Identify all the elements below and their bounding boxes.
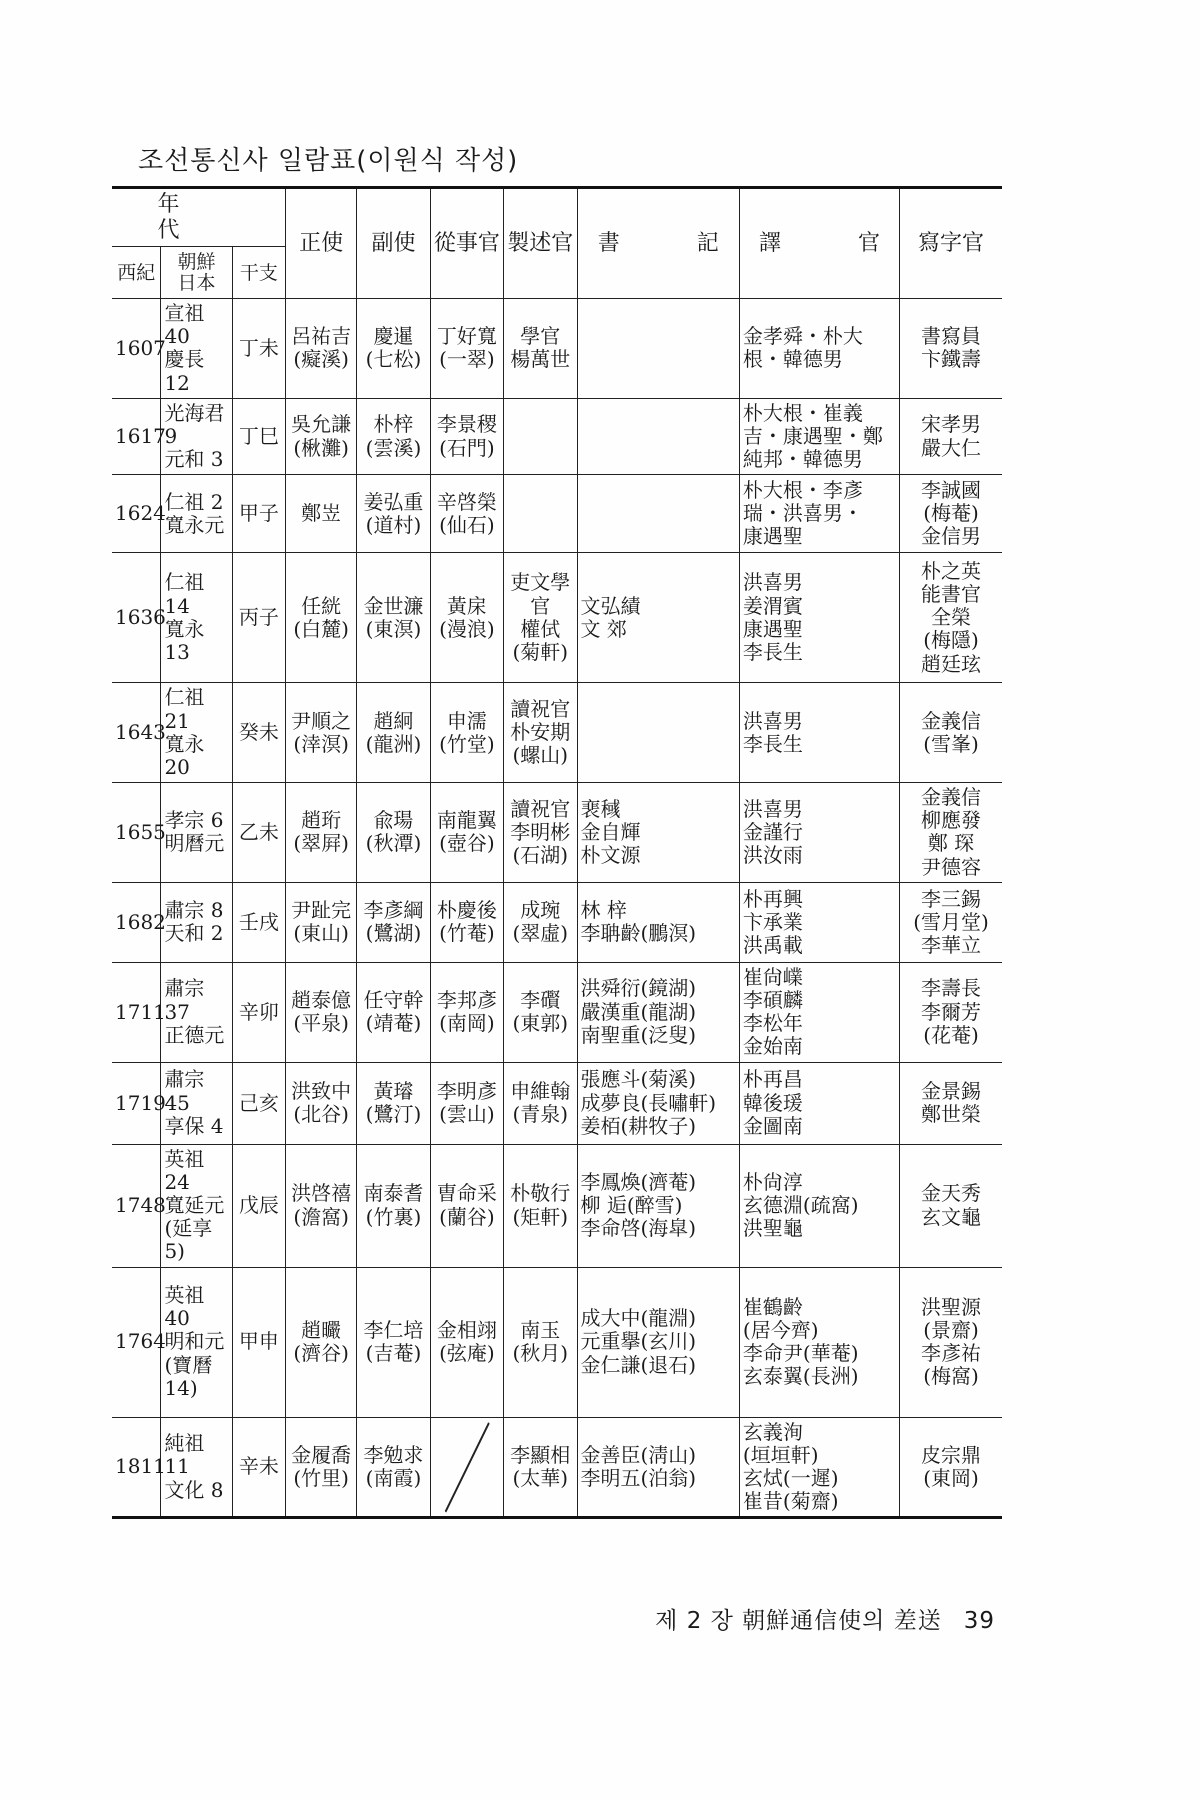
reign-year-cell: 仁祖14 寬永13 <box>161 553 232 683</box>
year-cell: 1617 <box>112 398 161 475</box>
envoy-cell: 任絖 (白麓) <box>286 553 357 683</box>
calligrapher-cell: 皮宗鼎 (東岡) <box>900 1417 1002 1518</box>
ganzhi-cell: 甲子 <box>232 475 285 553</box>
attache-cell: 金相翊 (弦庵) <box>430 1267 503 1417</box>
ganzhi-cell: 丙子 <box>232 553 285 683</box>
calligrapher-cell: 金景錫 鄭世榮 <box>900 1062 1002 1144</box>
recorder-cell: 朴敬行 (矩軒) <box>504 1144 577 1267</box>
table-row <box>112 1062 1002 1144</box>
secretary-cell <box>577 398 739 475</box>
translator-cell: 朴再興 卞承業 洪禹載 <box>739 882 899 962</box>
vice-envoy-cell: 任守幹 (靖菴) <box>357 962 430 1062</box>
page-number: 39 <box>963 1608 995 1634</box>
envoy-cell: 趙珩 (翠屛) <box>286 783 357 883</box>
year-cell: 1764 <box>112 1267 161 1417</box>
attache-cell: 李邦彥 (南岡) <box>430 962 503 1062</box>
reign-year-cell: 純祖11 文化 8 <box>161 1417 232 1518</box>
year-cell: 1719 <box>112 1062 161 1144</box>
secretary-cell: 林 梓 李聃齡(鵬溟) <box>577 882 739 962</box>
recorder-cell: 成琬 (翠虛) <box>504 882 577 962</box>
reign-year-cell: 光海君 9 元和 3 <box>161 398 232 475</box>
envoy-cell: 金履喬 (竹里) <box>286 1417 357 1518</box>
vice-envoy-cell: 李仁培 (吉菴) <box>357 1267 430 1417</box>
secretary-cell <box>577 475 739 553</box>
secretary-cell: 洪舜衍(鏡湖) 嚴漢重(龍湖) 南聖重(泛叟) <box>577 962 739 1062</box>
ganzhi-cell: 戊辰 <box>232 1144 285 1267</box>
ganzhi-cell: 癸未 <box>232 683 285 783</box>
ganzhi-cell: 辛未 <box>232 1417 285 1518</box>
translator-cell: 朴再昌 韓後瑗 金圖南 <box>739 1062 899 1144</box>
calligrapher-cell: 朴之英 能書官 全榮 (梅隱) 趙廷玹 <box>900 553 1002 683</box>
envoy-cell: 尹順之 (涬溟) <box>286 683 357 783</box>
vice-envoy-cell: 慶暹 (七松) <box>357 299 430 399</box>
recorder-cell: 學官 楊萬世 <box>504 299 577 399</box>
table-row <box>112 783 1002 883</box>
page-footer <box>655 1602 995 1635</box>
reign-year-cell: 英祖40 明和元 (寶曆 14) <box>161 1267 232 1417</box>
translator-cell: 朴尙淳 玄德淵(疏窩) 洪聖龜 <box>739 1144 899 1267</box>
vice-envoy-cell: 朴梓 (雲溪) <box>357 398 430 475</box>
translator-cell: 洪喜男 李長生 <box>739 683 899 783</box>
recorder-cell: 申維翰 (青泉) <box>504 1062 577 1144</box>
reign-year-cell: 宣祖40 慶長12 <box>161 299 232 399</box>
ganzhi-cell: 甲申 <box>232 1267 285 1417</box>
reign-year-cell: 仁祖21 寬永20 <box>161 683 232 783</box>
calligrapher-cell: 洪聖源 (景齋) 李彥祐 (梅窩) <box>900 1267 1002 1417</box>
translator-cell: 玄義洵 (垣垣軒) 玄烒(一遲) 崔昔(菊齋) <box>739 1417 899 1518</box>
reign-year-cell: 肅宗37 正德元 <box>161 962 232 1062</box>
secretary-cell: 成大中(龍淵) 元重擧(玄川) 金仁謙(退石) <box>577 1267 739 1417</box>
envoy-cell: 洪致中 (北谷) <box>286 1062 357 1144</box>
table-row <box>112 1417 1002 1518</box>
envoy-cell: 趙曮 (濟谷) <box>286 1267 357 1417</box>
calligrapher-cell: 李壽長 李爾芳 (花菴) <box>900 962 1002 1062</box>
year-cell: 1607 <box>112 299 161 399</box>
year-cell: 1624 <box>112 475 161 553</box>
attache-cell: 朴慶後 (竹菴) <box>430 882 503 962</box>
header-ganzhi: 干支 <box>232 247 285 299</box>
translator-cell: 朴大根・李彥 瑞・洪喜男・ 康遇聖 <box>739 475 899 553</box>
ganzhi-cell: 壬戌 <box>232 882 285 962</box>
year-cell: 1643 <box>112 683 161 783</box>
recorder-cell <box>504 475 577 553</box>
calligrapher-cell: 金義信 柳應發 鄭 琛 尹德容 <box>900 783 1002 883</box>
vice-envoy-cell: 南泰耆 (竹裏) <box>357 1144 430 1267</box>
translator-cell: 洪喜男 姜渭賓 康遇聖 李長生 <box>739 553 899 683</box>
envoy-cell: 尹趾完 (東山) <box>286 882 357 962</box>
recorder-cell <box>504 398 577 475</box>
envoy-roster-table <box>112 186 1002 1519</box>
recorder-cell: 吏文學 官 權侙 (菊軒) <box>504 553 577 683</box>
translator-cell: 崔尙嶫 李碩麟 李松年 金始南 <box>739 962 899 1062</box>
year-cell: 1711 <box>112 962 161 1062</box>
calligrapher-cell: 宋孝男 嚴大仁 <box>900 398 1002 475</box>
vice-envoy-cell: 李彥綱 (鷺湖) <box>357 882 430 962</box>
reign-year-cell: 孝宗 6 明曆元 <box>161 783 232 883</box>
header-vice-envoy: 副使 <box>357 188 430 299</box>
attache-cell: 黃㦿 (漫浪) <box>430 553 503 683</box>
secretary-cell: 文弘績 文 郊 <box>577 553 739 683</box>
table-row <box>112 1267 1002 1417</box>
envoy-cell: 鄭岦 <box>286 475 357 553</box>
header-reign-year: 朝鮮 日本 <box>161 247 232 299</box>
reign-year-cell: 肅宗 8 天和 2 <box>161 882 232 962</box>
year-cell: 1811 <box>112 1417 161 1518</box>
table-caption: 조선통신사 일람표(이원식 작성) <box>138 146 519 176</box>
header-recorder: 製述官 <box>504 188 577 299</box>
secretary-cell: 裵稶 金自輝 朴文源 <box>577 783 739 883</box>
envoy-cell: 洪啓禧 (澹窩) <box>286 1144 357 1267</box>
attache-cell: 南龍翼 (壺谷) <box>430 783 503 883</box>
chapter-title: 제 2 장 朝鮮通信使의 差送 <box>655 1608 942 1634</box>
year-cell: 1748 <box>112 1144 161 1267</box>
translator-cell: 洪喜男 金謹行 洪汝雨 <box>739 783 899 883</box>
vice-envoy-cell: 趙絅 (龍洲) <box>357 683 430 783</box>
recorder-cell: 南玉 (秋月) <box>504 1267 577 1417</box>
attache-cell: 申濡 (竹堂) <box>430 683 503 783</box>
vice-envoy-cell: 姜弘重 (道村) <box>357 475 430 553</box>
year-cell: 1636 <box>112 553 161 683</box>
attache-cell: 李景稷 (石門) <box>430 398 503 475</box>
attache-cell: 丁好寬 (一翠) <box>430 299 503 399</box>
recorder-cell: 李礥 (東郭) <box>504 962 577 1062</box>
table-row <box>112 683 1002 783</box>
secretary-cell <box>577 299 739 399</box>
calligrapher-cell: 金天秀 玄文龜 <box>900 1144 1002 1267</box>
calligrapher-cell: 書寫員 卞鐵壽 <box>900 299 1002 399</box>
header-calligrapher: 寫字官 <box>900 188 1002 299</box>
vice-envoy-cell: 兪瑒 (秋潭) <box>357 783 430 883</box>
reign-year-cell: 英祖24 寬延元 (延享 5) <box>161 1144 232 1267</box>
vice-envoy-cell: 金世濂 (東溟) <box>357 553 430 683</box>
translator-cell: 崔鶴齡 (居今齊) 李命尹(華菴) 玄泰翼(長洲) <box>739 1267 899 1417</box>
ganzhi-cell: 辛卯 <box>232 962 285 1062</box>
secretary-cell: 李鳳煥(濟菴) 柳 逅(醉雪) 李命啓(海皐) <box>577 1144 739 1267</box>
recorder-cell: 李顯相 (太華) <box>504 1417 577 1518</box>
table-row <box>112 882 1002 962</box>
reign-year-cell: 肅宗45 享保 4 <box>161 1062 232 1144</box>
table-row <box>112 398 1002 475</box>
translator-cell: 金孝舜・朴大 根・韓德男 <box>739 299 899 399</box>
vice-envoy-cell: 黃璿 (鷺汀) <box>357 1062 430 1144</box>
empty-slash-cell <box>430 1417 503 1518</box>
calligrapher-cell: 金義信 (雪峯) <box>900 683 1002 783</box>
header-envoy: 正使 <box>286 188 357 299</box>
calligrapher-cell: 李三錫 (雪月堂) 李華立 <box>900 882 1002 962</box>
header-secretary: 書 記 <box>577 188 739 299</box>
header-attache: 從事官 <box>430 188 503 299</box>
attache-cell: 李明彥 (雲山) <box>430 1062 503 1144</box>
translator-cell: 朴大根・崔義 吉・康遇聖・鄭 純邦・韓德男 <box>739 398 899 475</box>
header-era: 年 代 <box>112 188 286 247</box>
secretary-cell: 金善臣(淸山) 李明五(泊翁) <box>577 1417 739 1518</box>
recorder-cell: 讀祝官 朴安期 (螺山) <box>504 683 577 783</box>
header-western-year: 西紀 <box>112 247 161 299</box>
recorder-cell: 讀祝官 李明彬 (石湖) <box>504 783 577 883</box>
secretary-cell: 張應斗(菊溪) 成夢良(長嘯軒) 姜栢(耕牧子) <box>577 1062 739 1144</box>
attache-cell: 曺命采 (蘭谷) <box>430 1144 503 1267</box>
table-row <box>112 475 1002 553</box>
table-row <box>112 553 1002 683</box>
year-cell: 1655 <box>112 783 161 883</box>
envoy-cell: 呂祐吉 (癡溪) <box>286 299 357 399</box>
ganzhi-cell: 丁巳 <box>232 398 285 475</box>
calligrapher-cell: 李誠國 (梅菴) 金信男 <box>900 475 1002 553</box>
table-row <box>112 1144 1002 1267</box>
header-translator: 譯 官 <box>739 188 899 299</box>
year-cell: 1682 <box>112 882 161 962</box>
ganzhi-cell: 丁未 <box>232 299 285 399</box>
ganzhi-cell: 己亥 <box>232 1062 285 1144</box>
envoy-cell: 吳允謙 (楸灘) <box>286 398 357 475</box>
reign-year-cell: 仁祖 2 寬永元 <box>161 475 232 553</box>
vice-envoy-cell: 李勉求 (南霞) <box>357 1417 430 1518</box>
table-row <box>112 299 1002 399</box>
envoy-cell: 趙泰億 (平泉) <box>286 962 357 1062</box>
ganzhi-cell: 乙未 <box>232 783 285 883</box>
table-row <box>112 962 1002 1062</box>
secretary-cell <box>577 683 739 783</box>
attache-cell: 辛啓榮 (仙石) <box>430 475 503 553</box>
